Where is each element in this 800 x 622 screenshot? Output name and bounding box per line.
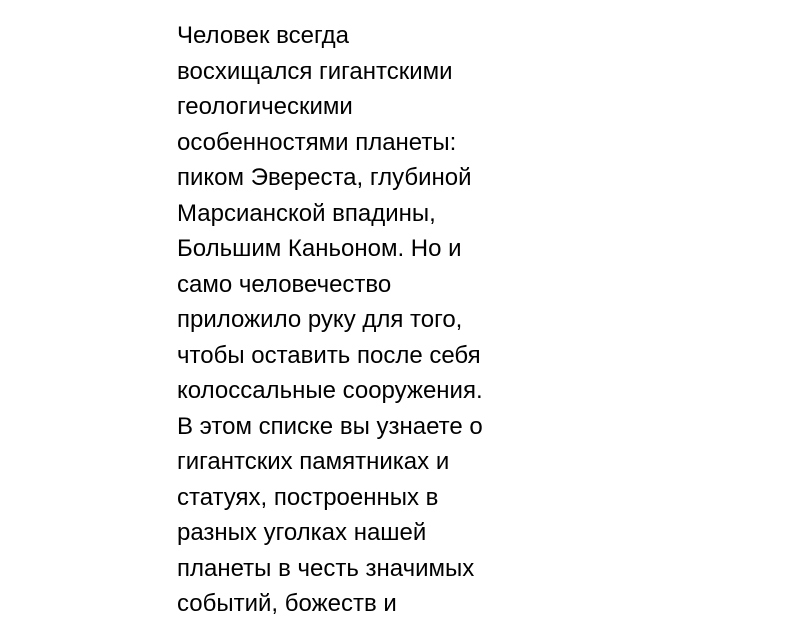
paragraph-line: В этом списке вы узнаете о <box>177 412 483 440</box>
paragraph-line: геологическими <box>177 93 353 120</box>
paragraph-line: само человечество <box>177 270 392 298</box>
paragraph-line: чтобы оставить после себя <box>177 341 481 369</box>
paragraph-line: Большим Каньоном. Но и <box>177 235 462 262</box>
paragraph-line: Марсианской впадины, <box>177 199 436 227</box>
paragraph-line: Человек всегда <box>177 22 350 49</box>
paragraph-line: событий, божеств и <box>177 590 397 617</box>
paragraph-line: восхищался гигантскими <box>177 57 453 85</box>
paragraph-line: особенностями планеты: <box>177 128 457 156</box>
paragraph-line: приложило руку для того, <box>177 306 463 333</box>
paragraph-line: планеты в честь значимых <box>177 554 475 582</box>
paragraph-line: статуях, построенных в <box>177 483 439 511</box>
body-paragraph <box>177 18 597 622</box>
paragraph-line: колоссальные сооружения. <box>177 377 483 404</box>
paragraph-line: пиком Эвереста, глубиной <box>177 164 472 191</box>
paragraph-line: гигантских памятниках и <box>177 448 450 475</box>
paragraph-line: разных уголках нашей <box>177 519 427 546</box>
